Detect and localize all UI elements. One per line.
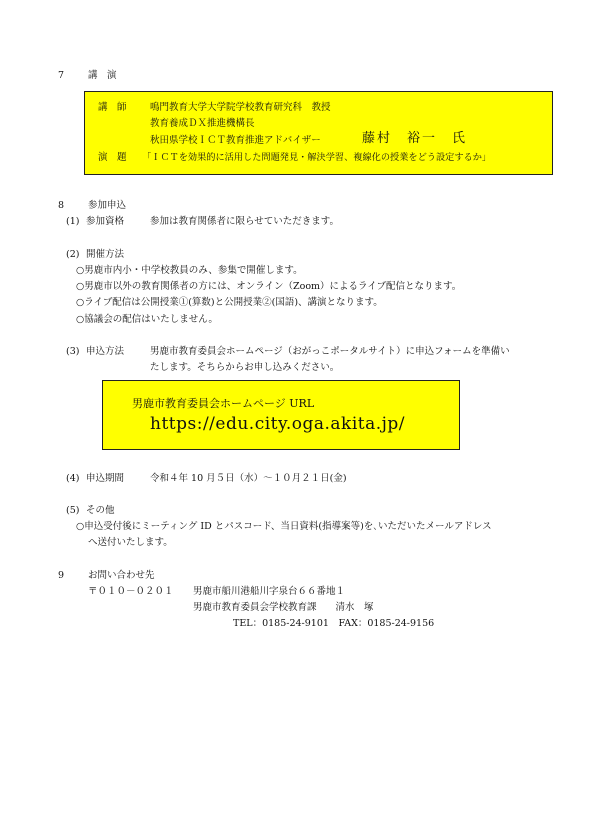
lecturer-affiliation-3: 秋田県学校ＩＣＴ教育推進アドバイザー	[150, 135, 321, 146]
item-4-number: (4)	[66, 473, 80, 484]
item-3-text-line-2: たします。そちらからお申し込みください。	[150, 362, 340, 373]
item-4-text: 令和４年 10 月５日（水）～１０月２１日(金)	[150, 473, 347, 484]
item-5-text-line-2: へ送付いたします。	[88, 537, 173, 548]
lecturer-affiliation-2: 教育養成ＤＸ推進機構長	[150, 118, 255, 129]
item-2-number: (2)	[66, 249, 80, 260]
url-caption: 男鹿市教育委員会ホームページ URL	[132, 397, 315, 410]
item-2-bullet-2: ○男鹿市以外の教育関係者の方には、オンライン（Zoom）によるライブ配信となります。	[76, 281, 462, 292]
section-9-title: お問い合わせ先	[88, 570, 155, 581]
section-9-number: 9	[58, 570, 65, 581]
contact-address: 男鹿市船川港船川字泉台６６番地１	[193, 586, 346, 597]
lecturer-name: 藤村 裕一 氏	[362, 131, 468, 146]
item-3-text-line-1: 男鹿市教育委員会ホームページ（おがっこポータルサイト）に申込フォームを準備い	[150, 346, 510, 357]
lecturer-affiliation-1: 鳴門教育大学大学院学校教育研究科 教授	[150, 102, 331, 113]
item-1-text: 参加は教育関係者に限らせていただきます。	[150, 216, 339, 227]
postal-code: 〒０１０－０２０１	[88, 586, 174, 597]
item-1-label: 参加資格	[86, 216, 125, 227]
item-2-bullet-4: ○協議会の配信はいたしません。	[76, 314, 218, 325]
homepage-url-link[interactable]: https://edu.city.oga.akita.jp/	[150, 414, 406, 434]
item-3-label: 申込方法	[86, 346, 125, 357]
contact-phone-fax: TEL：0185-24-9101 FAX：0185-24-9156	[233, 618, 435, 629]
item-5-label: その他	[86, 505, 115, 516]
topic-label: 演 題	[98, 152, 127, 163]
item-2-bullet-3: ○ライブ配信は公開授業①(算数)と公開授業②(国語)、講演となります。	[76, 297, 383, 308]
lecture-topic: 「ＩＣＴを効果的に活用した問題発見・解決学習、複線化の授業をどう設定するか」	[142, 152, 492, 163]
item-2-label: 開催方法	[86, 249, 125, 260]
item-4-label: 申込期間	[86, 473, 125, 484]
item-5-text-line-1: ○申込受付後にミーティング ID とパスコード、当日資料(指導案等)を､いただいたメールアドレス	[76, 521, 492, 532]
item-5-number: (5)	[66, 505, 80, 516]
lecturer-label: 講 師	[98, 102, 127, 113]
contact-office: 男鹿市教育委員会学校教育課 清水 塚	[193, 602, 374, 613]
item-1-number: (1)	[66, 216, 80, 227]
section-8-number: 8	[58, 200, 65, 211]
section-8-title: 参加申込	[88, 200, 127, 211]
section-7-title: 講 演	[88, 70, 117, 81]
section-7-number: 7	[58, 70, 65, 81]
item-3-number: (3)	[66, 346, 80, 357]
item-2-bullet-1: ○男鹿市内小・中学校教員のみ、参集で開催します。	[76, 265, 303, 276]
